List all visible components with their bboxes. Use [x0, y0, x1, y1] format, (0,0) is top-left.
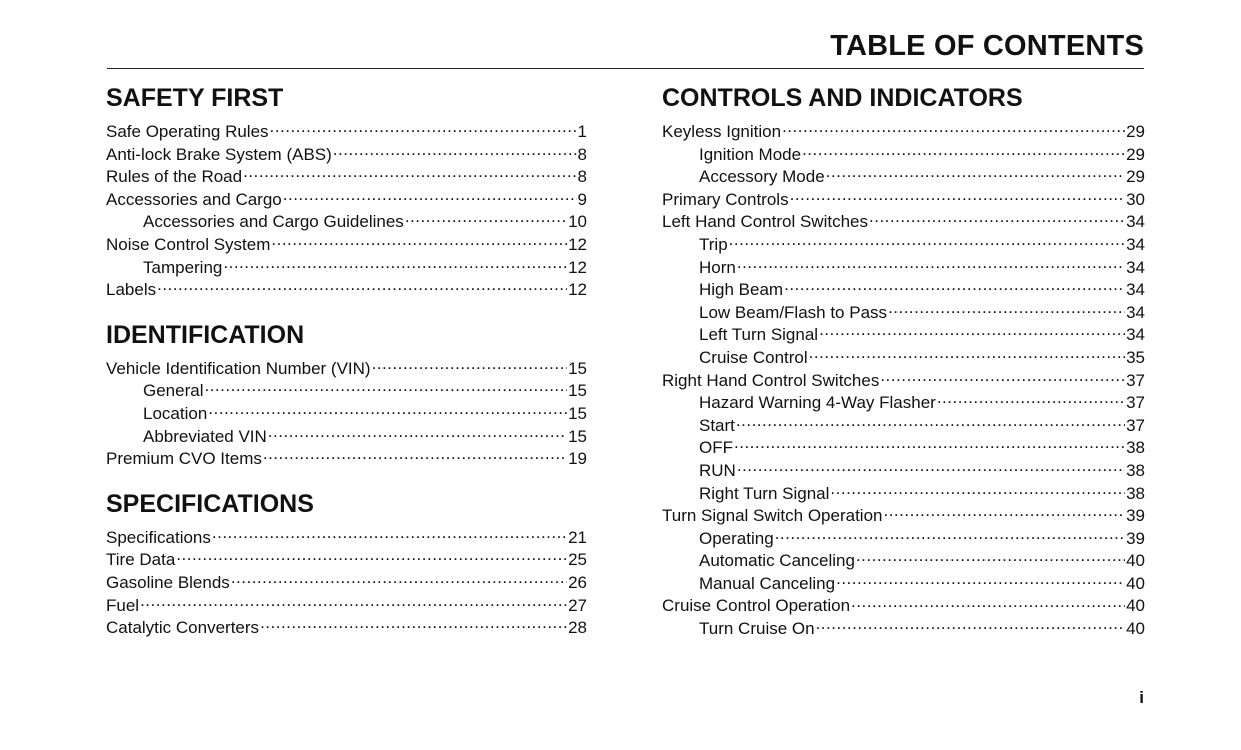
- dot-leader: [263, 447, 567, 464]
- toc-entry-title: Catalytic Converters: [106, 618, 260, 638]
- toc-entry-page: 1: [577, 122, 587, 141]
- toc-subentry[interactable]: [662, 301, 1145, 324]
- toc-entry-page: 15: [568, 381, 587, 401]
- toc-entry-page: 28: [568, 618, 587, 638]
- dot-leader: [888, 301, 1125, 318]
- toc-subentry[interactable]: [662, 414, 1145, 437]
- toc-entry-title: Turn Signal Switch Operation: [662, 506, 883, 526]
- dot-leader: [212, 526, 567, 543]
- toc-entry-page: 15: [568, 358, 587, 378]
- toc-subentry[interactable]: [662, 323, 1145, 346]
- toc-entry-title: RUN: [699, 460, 736, 480]
- dot-leader: [268, 425, 567, 442]
- dot-leader: [333, 143, 577, 160]
- dot-leader: [270, 120, 577, 137]
- toc-subentry[interactable]: [662, 256, 1145, 279]
- dot-leader: [260, 616, 567, 633]
- toc-entry-title: Automatic Canceling: [699, 551, 855, 571]
- dot-leader: [883, 504, 1125, 521]
- toc-entry[interactable]: [106, 278, 587, 301]
- toc-entry-title: High Beam: [699, 280, 784, 300]
- toc-entry[interactable]: [662, 369, 1145, 392]
- toc-entry-title: Turn Cruise On: [699, 619, 815, 639]
- toc-subentry[interactable]: [662, 482, 1145, 505]
- dot-leader: [157, 278, 567, 295]
- toc-entry[interactable]: [662, 188, 1145, 211]
- page-number: i: [1139, 688, 1144, 707]
- toc-right-column: [662, 80, 1145, 656]
- toc-subentry[interactable]: [106, 425, 587, 448]
- toc-entry-page: 12: [568, 280, 587, 300]
- toc-entry-page: 40: [1126, 551, 1145, 571]
- toc-subentry[interactable]: [662, 617, 1145, 640]
- toc-entry-page: 39: [1126, 506, 1145, 526]
- section-heading-identification: IDENTIFICATION: [106, 320, 305, 349]
- dot-leader: [737, 256, 1125, 273]
- toc-entry[interactable]: [106, 594, 587, 617]
- dot-leader: [782, 120, 1125, 137]
- toc-entry-title: Low Beam/Flash to Pass: [699, 302, 888, 322]
- toc-entry-title: Operating: [699, 528, 774, 548]
- toc-entry-title: Specifications: [106, 527, 211, 547]
- toc-entry-page: 39: [1126, 528, 1145, 548]
- header-divider: [107, 68, 1144, 69]
- toc-list-controls-and-indicators: [662, 120, 1145, 640]
- toc-entry-page: 40: [1126, 619, 1145, 639]
- toc-entry-page: 38: [1126, 483, 1145, 503]
- toc-entry-title: Left Hand Control Switches: [662, 212, 868, 232]
- dot-leader: [283, 188, 577, 205]
- dot-leader: [880, 369, 1125, 386]
- toc-subentry[interactable]: [662, 459, 1145, 482]
- toc-list-specifications: [106, 526, 587, 639]
- toc-entry[interactable]: [106, 616, 587, 639]
- toc-entry-title: Accessories and Cargo Guidelines: [143, 212, 404, 232]
- toc-subentry[interactable]: [662, 278, 1145, 301]
- toc-entry-title: Trip: [699, 234, 728, 254]
- toc-entry-title: Rules of the Road: [106, 167, 243, 187]
- toc-list-identification: [106, 357, 587, 470]
- toc-subentry[interactable]: [106, 210, 587, 233]
- toc-entry-page: 25: [568, 550, 587, 570]
- toc-subentry[interactable]: [106, 402, 587, 425]
- toc-entry-page: 27: [568, 595, 587, 615]
- toc-subentry[interactable]: [662, 436, 1145, 459]
- toc-entry-title: Cruise Control: [699, 347, 808, 367]
- dot-leader: [208, 402, 567, 419]
- toc-entry-title: Right Hand Control Switches: [662, 370, 880, 390]
- toc-entry[interactable]: [106, 165, 587, 188]
- dot-leader: [729, 233, 1125, 250]
- dot-leader: [856, 549, 1125, 566]
- toc-entry-page: 38: [1126, 438, 1145, 458]
- toc-entry-page: 37: [1126, 415, 1145, 435]
- toc-entry-title: Tire Data: [106, 550, 176, 570]
- toc-entry-page: 15: [568, 426, 587, 446]
- toc-entry-title: General: [143, 381, 204, 401]
- toc-entry-page: 12: [568, 234, 587, 254]
- toc-entry-page: 8: [577, 167, 587, 187]
- dot-leader: [819, 323, 1125, 340]
- toc-entry-title: Cruise Control Operation: [662, 596, 851, 616]
- toc-entry-page: 9: [577, 189, 587, 209]
- toc-entry-title: Hazard Warning 4-Way Flasher: [699, 393, 936, 413]
- toc-entry-title: Primary Controls: [662, 189, 789, 209]
- page-title: TABLE OF CONTENTS: [830, 30, 1144, 62]
- dot-leader: [775, 527, 1125, 544]
- dot-leader: [937, 391, 1125, 408]
- toc-entry[interactable]: [662, 120, 1145, 143]
- toc-entry-title: Tampering: [143, 257, 223, 277]
- toc-entry-title: Right Turn Signal: [699, 483, 830, 503]
- dot-leader: [816, 617, 1126, 634]
- toc-entry-page: 34: [1126, 302, 1145, 322]
- toc-entry-page: 10: [568, 212, 587, 232]
- toc-entry-page: 38: [1126, 460, 1145, 480]
- toc-entry-page: 12: [568, 257, 587, 277]
- toc-entry-title: Keyless Ignition: [662, 122, 782, 141]
- toc-list-safety-first: [106, 120, 587, 301]
- toc-entry-title: Anti-lock Brake System (ABS): [106, 144, 332, 164]
- dot-leader: [784, 278, 1125, 295]
- toc-left-column: [106, 80, 587, 655]
- toc-entry[interactable]: [662, 594, 1145, 617]
- dot-leader: [140, 594, 567, 611]
- toc-entry-title: Ignition Mode: [699, 144, 802, 164]
- toc-entry[interactable]: [106, 188, 587, 211]
- dot-leader: [243, 165, 576, 182]
- section-heading-controls-and-indicators: CONTROLS AND INDICATORS: [662, 84, 1023, 112]
- toc-entry-page: 37: [1126, 370, 1145, 390]
- toc-entry[interactable]: [662, 504, 1145, 527]
- toc-subentry[interactable]: [662, 346, 1145, 369]
- toc-entry-title: Location: [143, 403, 208, 423]
- section-heading-specifications: SPECIFICATIONS: [106, 489, 314, 518]
- toc-entry[interactable]: [106, 447, 587, 470]
- toc-entry-title: Left Turn Signal: [699, 325, 819, 345]
- toc-entry-title: Horn: [699, 257, 736, 277]
- dot-leader: [809, 346, 1125, 363]
- toc-entry-title: Abbreviated VIN: [143, 426, 267, 446]
- toc-entry-page: 37: [1126, 393, 1145, 413]
- toc-entry-page: 34: [1126, 257, 1145, 277]
- dot-leader: [830, 482, 1125, 499]
- toc-entry-page: 29: [1126, 122, 1145, 141]
- toc-subentry[interactable]: [106, 379, 587, 402]
- toc-entry-title: Manual Canceling: [699, 573, 836, 593]
- toc-entry[interactable]: [106, 143, 587, 166]
- toc-subentry[interactable]: [662, 527, 1145, 550]
- toc-entry[interactable]: [106, 357, 587, 380]
- dot-leader: [869, 210, 1125, 227]
- toc-subentry[interactable]: [662, 549, 1145, 572]
- toc-entry-title: Accessories and Cargo: [106, 189, 282, 209]
- dot-leader: [405, 210, 567, 227]
- toc-entry-title: Gasoline Blends: [106, 572, 230, 592]
- toc-entry[interactable]: [662, 210, 1145, 233]
- toc-entry[interactable]: [106, 233, 587, 256]
- toc-entry-page: 35: [1126, 347, 1145, 367]
- section-heading-safety-first: SAFETY FIRST: [106, 84, 284, 112]
- toc-subentry[interactable]: [662, 391, 1145, 414]
- toc-entry-page: 34: [1126, 280, 1145, 300]
- dot-leader: [836, 572, 1125, 589]
- dot-leader: [176, 548, 567, 565]
- toc-entry[interactable]: [106, 120, 587, 143]
- toc-subentry[interactable]: [662, 143, 1145, 166]
- dot-leader: [372, 357, 568, 374]
- toc-entry-page: 40: [1126, 573, 1145, 593]
- toc-entry-title: OFF: [699, 438, 733, 458]
- toc-subentry[interactable]: [662, 233, 1145, 256]
- toc-subentry[interactable]: [662, 572, 1145, 595]
- toc-entry-page: 19: [568, 449, 587, 469]
- dot-leader: [734, 436, 1125, 453]
- dot-leader: [790, 188, 1125, 205]
- toc-entry-page: 34: [1126, 234, 1145, 254]
- toc-entry-title: Vehicle Identification Number (VIN): [106, 358, 371, 378]
- dot-leader: [851, 594, 1125, 611]
- toc-entry[interactable]: [106, 571, 587, 594]
- toc-entry-page: 8: [577, 144, 587, 164]
- dot-leader: [204, 379, 567, 396]
- toc-entry-title: Accessory Mode: [699, 167, 825, 187]
- toc-entry-page: 21: [568, 527, 587, 547]
- toc-entry-page: 34: [1126, 325, 1145, 345]
- toc-entry-title: Labels: [106, 280, 157, 300]
- toc-entry-page: 29: [1126, 167, 1145, 187]
- toc-entry-title: Start: [699, 415, 735, 435]
- dot-leader: [231, 571, 567, 588]
- toc-entry[interactable]: [106, 526, 587, 549]
- toc-subentry[interactable]: [106, 256, 587, 279]
- toc-entry-title: Premium CVO Items: [106, 449, 262, 469]
- dot-leader: [223, 256, 567, 273]
- toc-entry-page: 29: [1126, 144, 1145, 164]
- toc-entry-title: Fuel: [106, 595, 140, 615]
- toc-entry-page: 34: [1126, 212, 1145, 232]
- toc-subentry[interactable]: [662, 165, 1145, 188]
- toc-entry-page: 15: [568, 403, 587, 423]
- toc-entry-title: Noise Control System: [106, 234, 271, 254]
- toc-entry-page: 30: [1126, 189, 1145, 209]
- toc-entry-page: 40: [1126, 596, 1145, 616]
- toc-entry[interactable]: [106, 548, 587, 571]
- dot-leader: [737, 459, 1125, 476]
- dot-leader: [826, 165, 1125, 182]
- dot-leader: [271, 233, 567, 250]
- toc-entry-page: 26: [568, 572, 587, 592]
- toc-entry-title: Safe Operating Rules: [106, 122, 269, 141]
- dot-leader: [802, 143, 1125, 160]
- dot-leader: [736, 414, 1125, 431]
